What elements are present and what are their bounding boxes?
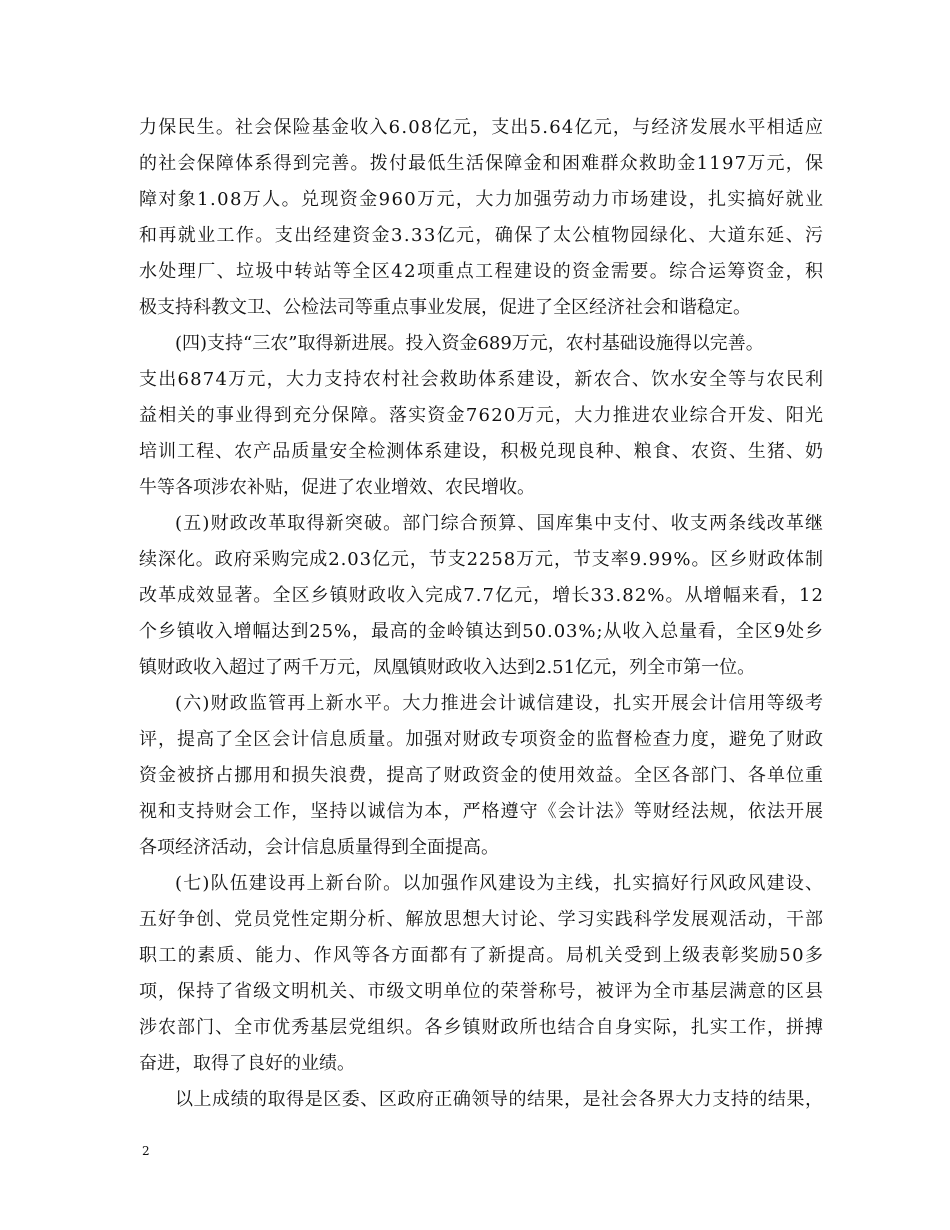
paragraph-line: (五)财政改革取得新突破。部门综合预算、国库集中支付、收支两条线改革继 [175,513,825,534]
paragraph-line: 改革成效显著。全区乡镇财政收入完成7.7亿元，增长33.82%。从增幅来看，12 [139,585,825,606]
paragraph-line: 和再就业工作。支出经建资金3.33亿元，确保了太公植物园绿化、大道东延、污 [139,225,825,246]
paragraph-line: 镇财政收入超过了两千万元，凤凰镇财政收入达到2.51亿元，列全市第一位。 [139,657,756,678]
paragraph-line: 极支持科教文卫、公检法司等重点事业发展，促进了全区经济社会和谐稳定。 [139,297,751,318]
paragraph-line: 以上成绩的取得是区委、区政府正确领导的结果，是社会各界大力支持的结果， [175,1089,824,1110]
paragraph-line: 牛等各项涉农补贴，促进了农业增效、农民增收。 [139,477,535,498]
paragraph-line: 的社会保障体系得到完善。拨付最低生活保障金和困难群众救助金1197万元，保 [139,153,825,174]
paragraph-line: 益相关的事业得到充分保障。落实资金7620万元，大力推进农业综合开发、阳光 [139,405,825,426]
paragraph-line: 水处理厂、垃圾中转站等全区42项重点工程建设的资金需要。综合运筹资金，积 [139,261,825,282]
paragraph-line: 评，提高了全区会计信息质量。加强对财政专项资金的监督检查力度，避免了财政 [139,729,825,750]
paragraph-line: 续深化。政府采购完成2.03亿元，节支2258万元，节支率9.99%。区乡财政体制 [139,549,824,570]
paragraph-line: 视和支持财会工作，坚持以诚信为本，严格遵守《会计法》等财经法规，依法开展 [139,801,825,822]
paragraph-line: 培训工程、农产品质量安全检测体系建设，积极兑现良种、粮食、农资、生猪、奶 [139,441,825,462]
paragraph-line: 涉农部门、全市优秀基层党组织。各乡镇财政所也结合自身实际，扎实工作，拼搏 [139,1017,825,1038]
paragraph-line: 个乡镇收入增幅达到25%，最高的金岭镇达到50.03%;从收入总量看，全区9处乡 [139,621,824,642]
paragraph-line: 奋进，取得了良好的业绩。 [139,1053,355,1074]
page-number: 2 [142,1144,150,1158]
paragraph-line: 项，保持了省级文明机关、市级文明单位的荣誉称号，被评为全市基层满意的区县 [139,981,825,1002]
paragraph-line: 资金被挤占挪用和损失浪费，提高了财政资金的使用效益。全区各部门、各单位重 [139,765,825,786]
paragraph-line: 五好争创、党员党性定期分析、解放思想大讨论、学习实践科学发展观活动，干部 [139,909,825,930]
paragraph-line: 障对象1.08万人。兑现资金960万元，大力加强劳动力市场建设，扎实搞好就业 [139,189,825,210]
paragraph-line: 各项经济活动，会计信息质量得到全面提高。 [139,837,499,858]
paragraph-line: (七)队伍建设再上新台阶。以加强作风建设为主线，扎实搞好行风政风建设、 [175,873,825,894]
paragraph-line: 力保民生。社会保险基金收入6.08亿元，支出5.64亿元，与经济发展水平相适应 [139,117,825,138]
paragraph-line: (四)支持“三农”取得新进展。投入资金689万元，农村基础设施得以完善。 [175,333,764,354]
paragraph-line: (六)财政监管再上新水平。大力推进会计诚信建设，扎实开展会计信用等级考 [175,693,825,714]
paragraph-line: 支出6874万元，大力支持农村社会救助体系建设，新农合、饮水安全等与农民利 [139,369,825,390]
paragraph-line: 职工的素质、能力、作风等各方面都有了新提高。局机关受到上级表彰奖励50多 [139,945,825,966]
